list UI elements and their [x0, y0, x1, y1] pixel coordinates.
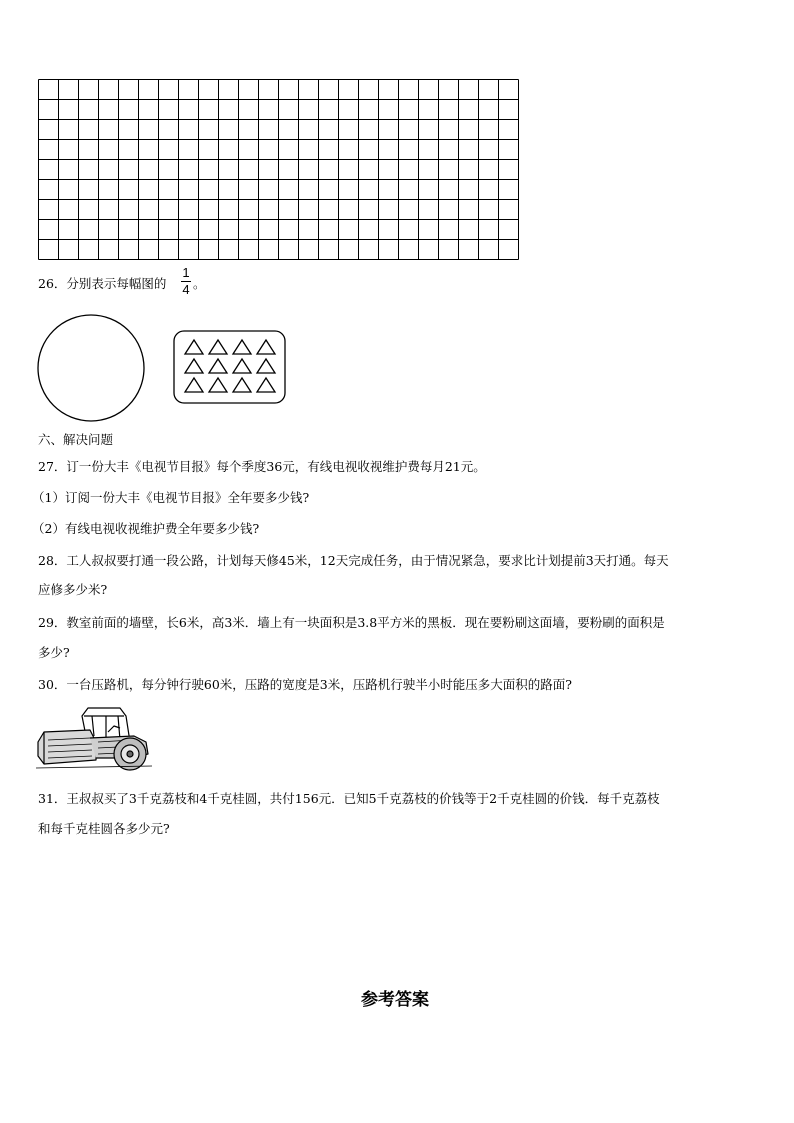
- triangle-shape: [185, 340, 203, 354]
- question-26: [38, 276, 166, 292]
- question-28-line-1: 28．工人叔叔要打通一段公路，计划每天修45米，12天完成任务，由于情况紧急，要求比计划提前3天打通。每天: [38, 553, 669, 568]
- section-heading-6: 六、解决问题: [38, 432, 114, 447]
- triangle-shape: [257, 378, 275, 392]
- triangle-shape: [257, 359, 275, 373]
- circle-figure: [36, 313, 148, 425]
- triangle-shape: [185, 359, 203, 373]
- question-28-line-2: 应修多少米?: [38, 582, 108, 597]
- triangle-shape: [209, 378, 227, 392]
- road-roller-illustration: [34, 702, 156, 774]
- answer-key-title: 参考答案: [361, 990, 429, 1010]
- triangle-shape: [257, 340, 275, 354]
- question-31-line-1: 31．王叔叔买了3千克荔枝和4千克桂圆，共付156元．已知5千克荔枝的价钱等于2千克桂圆的价钱．每千克荔枝: [38, 791, 660, 806]
- triangle-shape: [233, 340, 251, 354]
- question-26-text: 26．分别表示每幅图的: [38, 276, 167, 291]
- question-27-part-1: （1）订阅一份大丰《电视节目报》全年要多少钱?: [32, 490, 310, 505]
- triangle-shape: [209, 359, 227, 373]
- fraction-denominator: 4: [182, 282, 190, 297]
- grid-paper: [38, 79, 520, 260]
- question-30: 30．一台压路机，每分钟行驶60米，压路的宽度是3米，压路机行驶半小时能压多大面积的路面?: [38, 677, 572, 692]
- triangles-figure: [173, 330, 287, 406]
- question-29-line-1: 29．教室前面的墙壁，长6米，高3米．墙上有一块面积是3.8平方米的黑板．现在要粉刷这面墙，要粉刷的面积是: [38, 615, 665, 630]
- triangle-shape: [233, 359, 251, 373]
- triangle-shape: [185, 378, 203, 392]
- triangle-shape: [209, 340, 227, 354]
- question-31-line-2: 和每千克桂圆各多少元?: [38, 821, 170, 836]
- triangle-shape: [233, 378, 251, 392]
- question-26-period: 。: [193, 276, 206, 291]
- fraction-numerator: 1: [182, 265, 190, 280]
- question-27-part-2: （2）有线电视收视维护费全年要多少钱?: [32, 521, 260, 536]
- question-29-line-2: 多少?: [38, 645, 70, 660]
- fraction-one-quarter: [181, 266, 191, 297]
- question-27: 27．订一份大丰《电视节目报》每个季度36元，有线电视收视维护费每月21元。: [38, 459, 486, 474]
